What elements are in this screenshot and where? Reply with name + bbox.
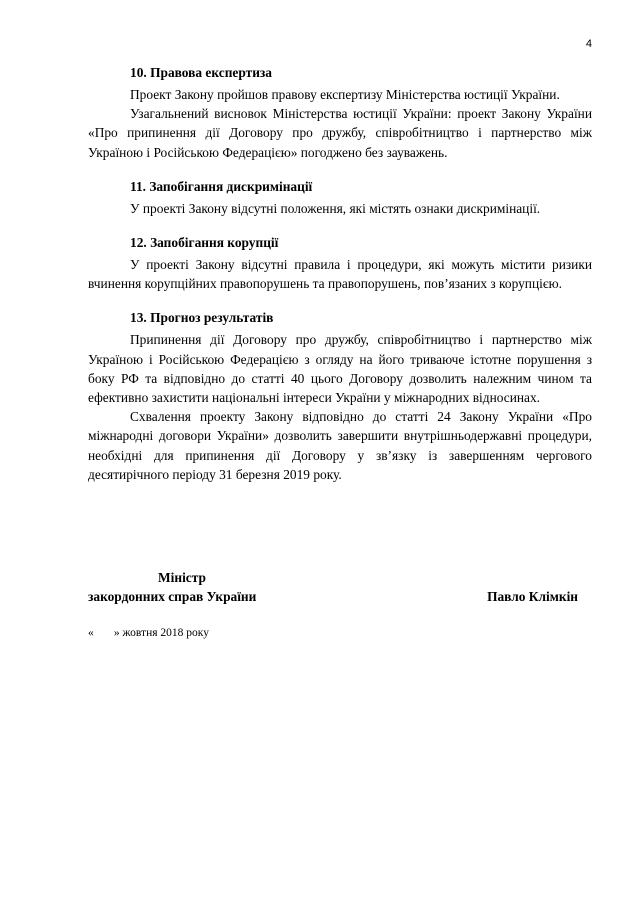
page-number: 4 <box>585 38 592 50</box>
section-10 <box>88 63 592 162</box>
paragraph: Проект Закону пройшов правову експертизу Міністерства юстиції України. <box>130 87 560 102</box>
paragraph: У проекті Закону відсутні правила і процедури, які можуть містити ризики вчинення корупційних правопорушень та правопорушень, пов’язаних з корупцією. <box>88 257 592 292</box>
signature-block <box>88 568 592 606</box>
signatory-name: Павло Клімкін <box>487 589 578 604</box>
section-11 <box>88 177 592 218</box>
document-body <box>88 63 592 484</box>
paragraph: Узагальнений висновок Міністерства юстиції України: проект Закону України «Про припинення дії Договору про дружбу, співробітництво і партнерство між Україною і Російською Федерацією» погоджено без зауважень. <box>88 106 592 160</box>
section-12 <box>88 233 592 293</box>
section-heading: 13. Прогноз результатів <box>130 310 274 326</box>
section-heading: 10. Правова експертиза <box>130 65 272 80</box>
signatory-title-line1: Міністр <box>158 570 206 585</box>
paragraph: Схвалення проекту Закону відповідно до статті 24 Закону України «Про міжнародні договори України» дозволить завершити внутрішньодержавні процедури, необхідні для припинення дії Договору у зв’язку із завершенням чергового десятирічного періоду 31 березня 2019 року. <box>88 409 592 482</box>
section-13 <box>88 308 592 484</box>
section-heading: 12. Запобігання корупції <box>130 235 279 251</box>
signatory-title-line2: закордонних справ України <box>88 589 257 604</box>
section-heading: 11. Запобігання дискримінації <box>130 178 313 194</box>
date-line: « » жовтня 2018 року <box>88 627 209 639</box>
paragraph: Припинення дії Договору про дружбу, співробітництво і партнерство між Україною і Російською Федерацією з огляду на його триваюче істотне порушення з боку РФ та відповідно до статті 40 цього Договору дозволить належним чином та ефективно захистити національні інтереси України у міжнародних відносинах. <box>88 332 592 406</box>
paragraph: У проекті Закону відсутні положення, які містять ознаки дискримінації. <box>130 200 541 216</box>
